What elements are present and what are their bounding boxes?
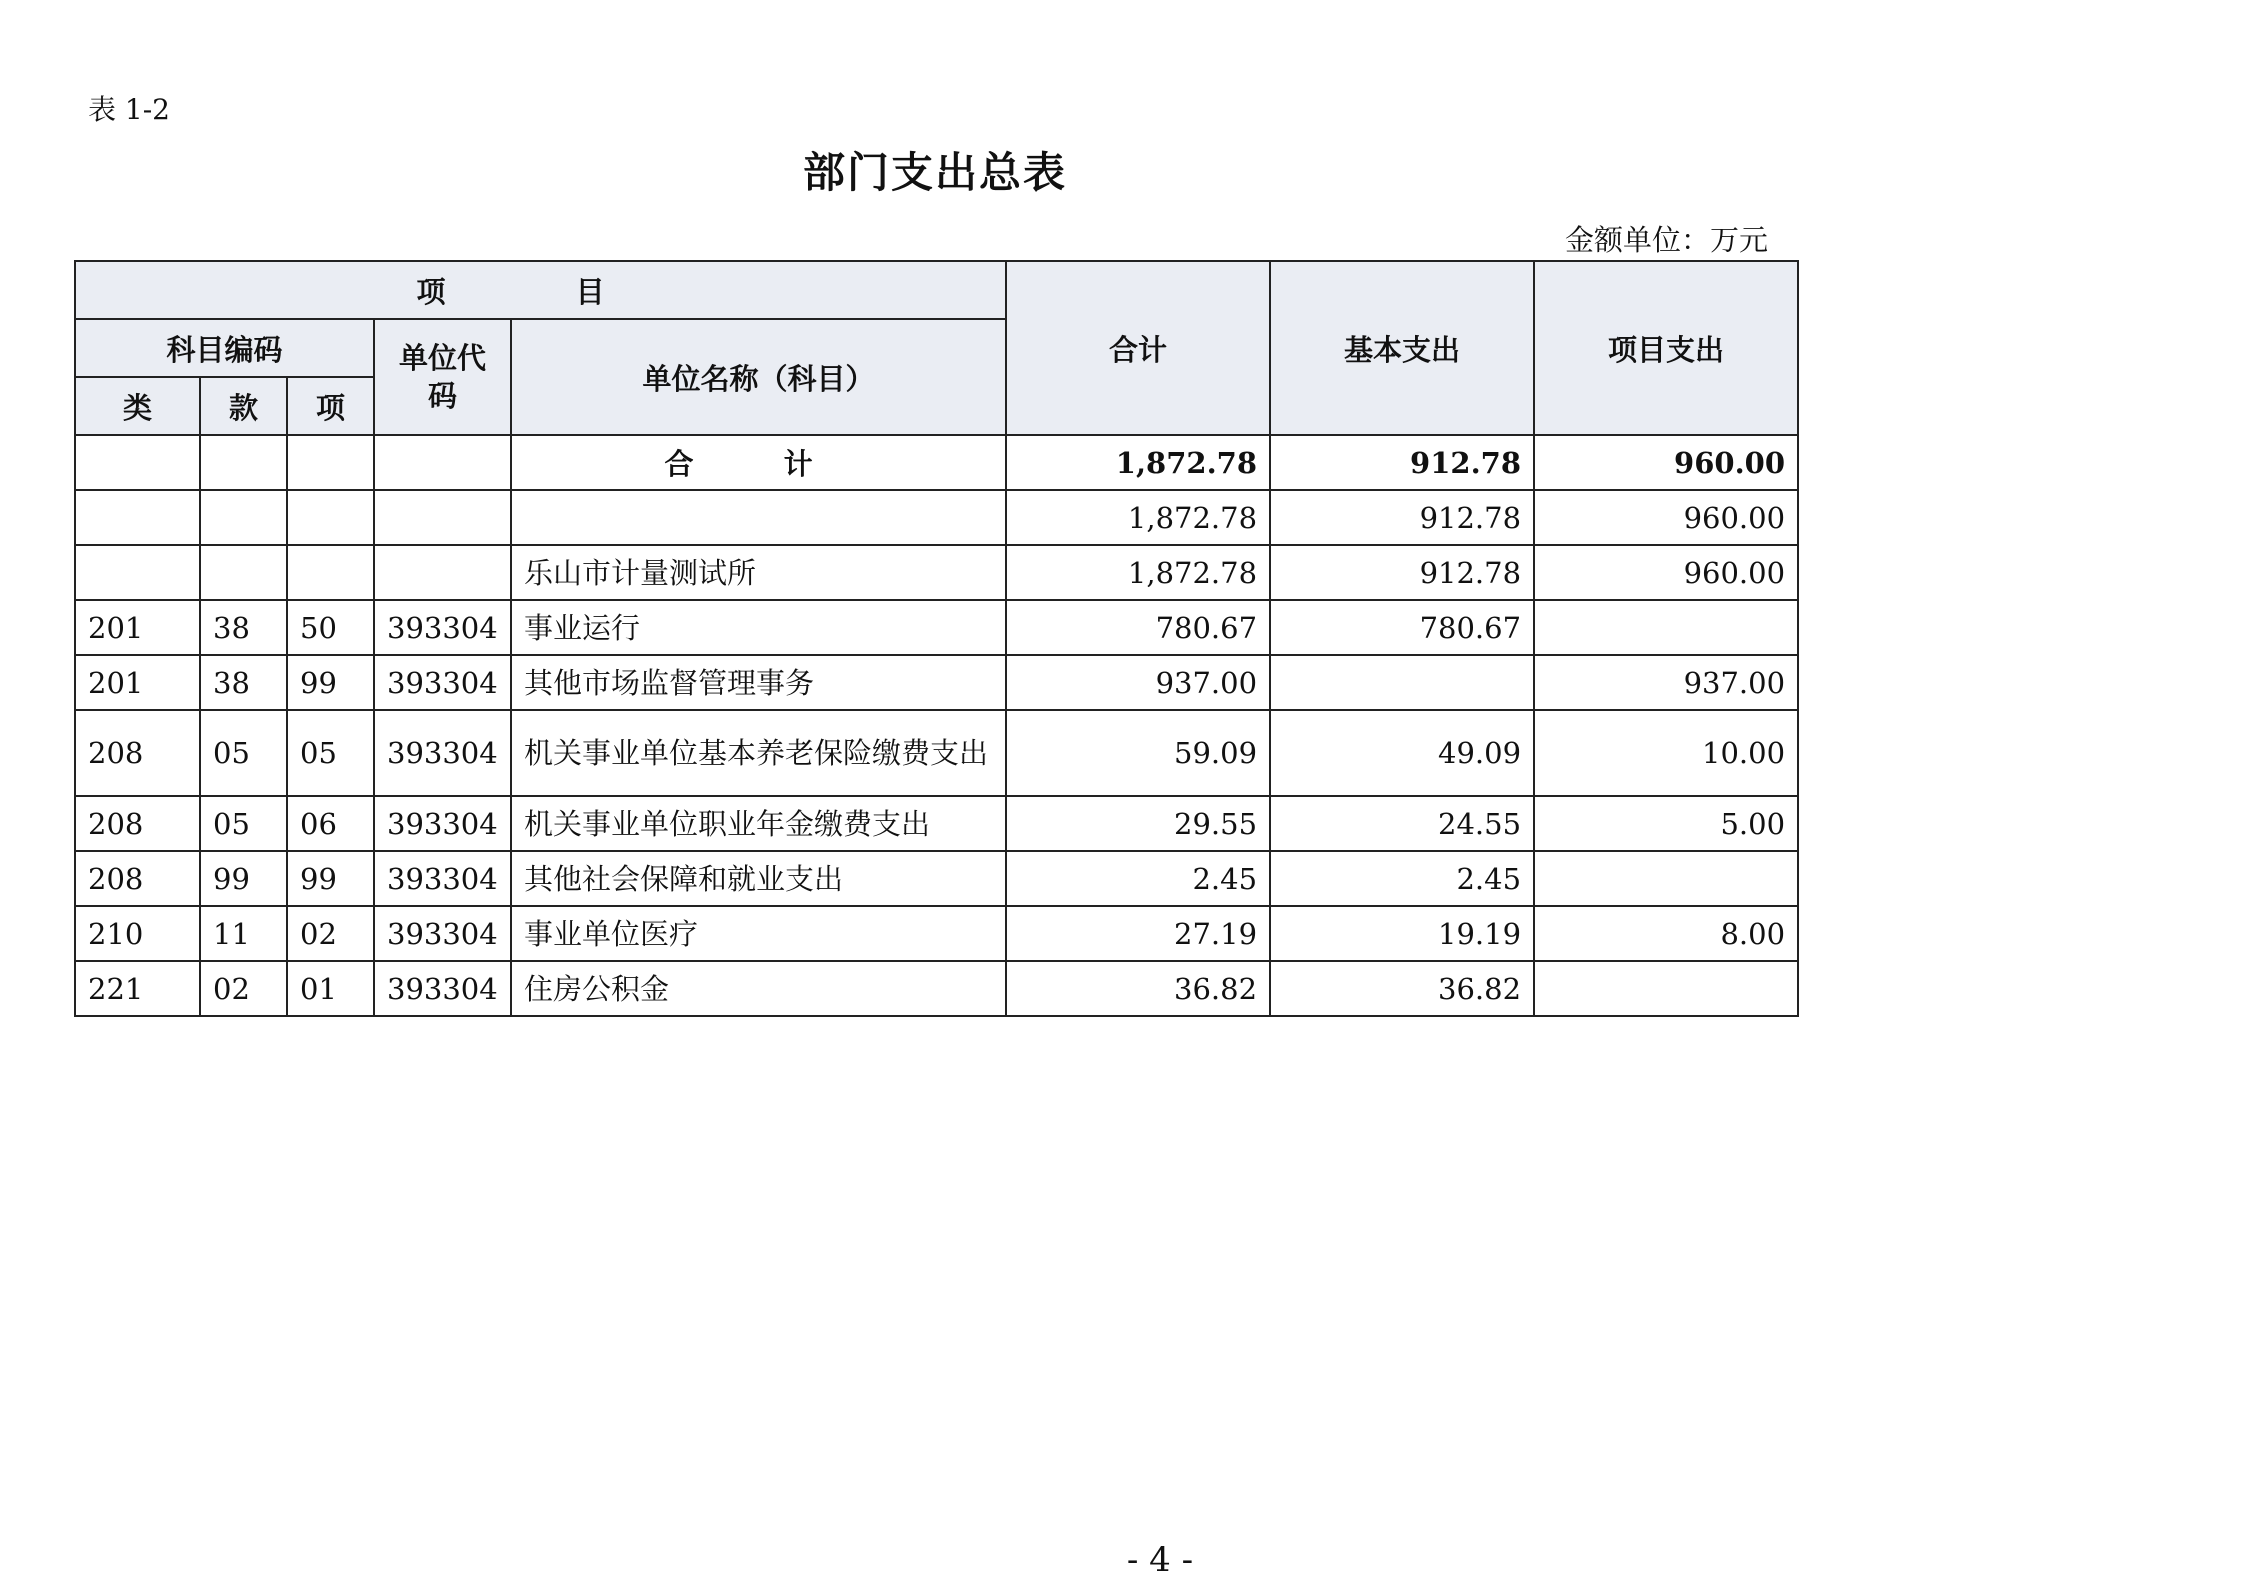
cell-item: 02: [287, 906, 374, 961]
total-row-label: 合 计: [511, 435, 1006, 490]
cell-category: 210: [75, 906, 200, 961]
cell-project: [1534, 851, 1798, 906]
page-number: - 4 -: [1126, 1540, 1194, 1580]
cell-unit-code: [374, 490, 511, 545]
table-label: 表 1-2: [88, 93, 170, 126]
header-total: 合计: [1006, 261, 1270, 435]
cell-unit-code: 393304: [374, 655, 511, 710]
cell-unit-code: [374, 545, 511, 600]
cell-category: 201: [75, 600, 200, 655]
cell-total: 1,872.78: [1006, 490, 1270, 545]
table-row: [75, 851, 1798, 906]
cell-basic: 36.82: [1270, 961, 1534, 1016]
table-header: [75, 261, 1798, 435]
cell-section: 99: [200, 851, 287, 906]
table-row: [75, 796, 1798, 851]
cell-section: 11: [200, 906, 287, 961]
header-project: 项 目: [75, 261, 1006, 319]
total-row: [75, 435, 1798, 490]
cell-category: 208: [75, 796, 200, 851]
expense-table: [74, 260, 1799, 1017]
cell-basic: 2.45: [1270, 851, 1534, 906]
cell-category: [75, 545, 200, 600]
cell-item: 99: [287, 655, 374, 710]
table-row: [75, 490, 1798, 545]
cell-section: [200, 490, 287, 545]
unit-note: 金额单位：万元: [1564, 223, 1768, 257]
cell-section: [200, 545, 287, 600]
cell-category: [75, 490, 200, 545]
table-row: [75, 710, 1798, 796]
table-row: [75, 600, 1798, 655]
cell-project: 10.00: [1534, 710, 1798, 796]
header-section: 款: [200, 377, 287, 435]
cell-category: 208: [75, 710, 200, 796]
cell-unit-code: 393304: [374, 851, 511, 906]
page-title: 部门支出总表: [802, 148, 1067, 197]
cell-unit-name: 机关事业单位基本养老保险缴费支出: [511, 710, 1006, 796]
total-row-item: [287, 435, 374, 490]
cell-section: 05: [200, 796, 287, 851]
cell-total: 27.19: [1006, 906, 1270, 961]
header-basic-expense: 基本支出: [1270, 261, 1534, 435]
table-row: [75, 655, 1798, 710]
cell-item: 06: [287, 796, 374, 851]
cell-basic: [1270, 655, 1534, 710]
cell-total: 36.82: [1006, 961, 1270, 1016]
table-row: [75, 906, 1798, 961]
cell-project: 937.00: [1534, 655, 1798, 710]
cell-project: 8.00: [1534, 906, 1798, 961]
cell-unit-code: 393304: [374, 961, 511, 1016]
cell-category: 201: [75, 655, 200, 710]
total-row-section: [200, 435, 287, 490]
cell-total: 1,872.78: [1006, 545, 1270, 600]
cell-unit-code: 393304: [374, 796, 511, 851]
cell-basic: 49.09: [1270, 710, 1534, 796]
cell-section: 38: [200, 600, 287, 655]
cell-total: 59.09: [1006, 710, 1270, 796]
total-row-unit-code: [374, 435, 511, 490]
cell-section: 02: [200, 961, 287, 1016]
cell-basic: 780.67: [1270, 600, 1534, 655]
cell-unit-name: [511, 490, 1006, 545]
header-unit-code: 单位代码: [374, 319, 511, 435]
cell-item: [287, 490, 374, 545]
cell-project: 960.00: [1534, 490, 1798, 545]
cell-category: 221: [75, 961, 200, 1016]
cell-unit-name: 机关事业单位职业年金缴费支出: [511, 796, 1006, 851]
cell-unit-name: 其他市场监督管理事务: [511, 655, 1006, 710]
total-row-project: 960.00: [1534, 435, 1798, 490]
cell-total: 29.55: [1006, 796, 1270, 851]
cell-basic: 24.55: [1270, 796, 1534, 851]
header-subject-code: 科目编码: [75, 319, 374, 377]
table-row: [75, 545, 1798, 600]
cell-section: 38: [200, 655, 287, 710]
cell-item: 99: [287, 851, 374, 906]
table-body: [75, 435, 1798, 1016]
cell-total: 2.45: [1006, 851, 1270, 906]
table-row: [75, 961, 1798, 1016]
header-project-expense: 项目支出: [1534, 261, 1798, 435]
cell-item: 01: [287, 961, 374, 1016]
cell-project: 960.00: [1534, 545, 1798, 600]
total-row-total: 1,872.78: [1006, 435, 1270, 490]
cell-item: 50: [287, 600, 374, 655]
cell-unit-name: 其他社会保障和就业支出: [511, 851, 1006, 906]
cell-unit-code: 393304: [374, 600, 511, 655]
cell-unit-code: 393304: [374, 710, 511, 796]
cell-project: [1534, 961, 1798, 1016]
total-row-basic: 912.78: [1270, 435, 1534, 490]
cell-item: 05: [287, 710, 374, 796]
cell-section: 05: [200, 710, 287, 796]
cell-project: [1534, 600, 1798, 655]
cell-unit-name: 乐山市计量测试所: [511, 545, 1006, 600]
cell-category: 208: [75, 851, 200, 906]
cell-basic: 912.78: [1270, 490, 1534, 545]
cell-basic: 912.78: [1270, 545, 1534, 600]
header-unit-name: 单位名称（科目）: [511, 319, 1006, 435]
header-category: 类: [75, 377, 200, 435]
cell-project: 5.00: [1534, 796, 1798, 851]
cell-total: 937.00: [1006, 655, 1270, 710]
cell-basic: 19.19: [1270, 906, 1534, 961]
cell-unit-name: 住房公积金: [511, 961, 1006, 1016]
cell-unit-code: 393304: [374, 906, 511, 961]
cell-total: 780.67: [1006, 600, 1270, 655]
header-item: 项: [287, 377, 374, 435]
total-row-category: [75, 435, 200, 490]
cell-item: [287, 545, 374, 600]
cell-unit-name: 事业单位医疗: [511, 906, 1006, 961]
cell-unit-name: 事业运行: [511, 600, 1006, 655]
